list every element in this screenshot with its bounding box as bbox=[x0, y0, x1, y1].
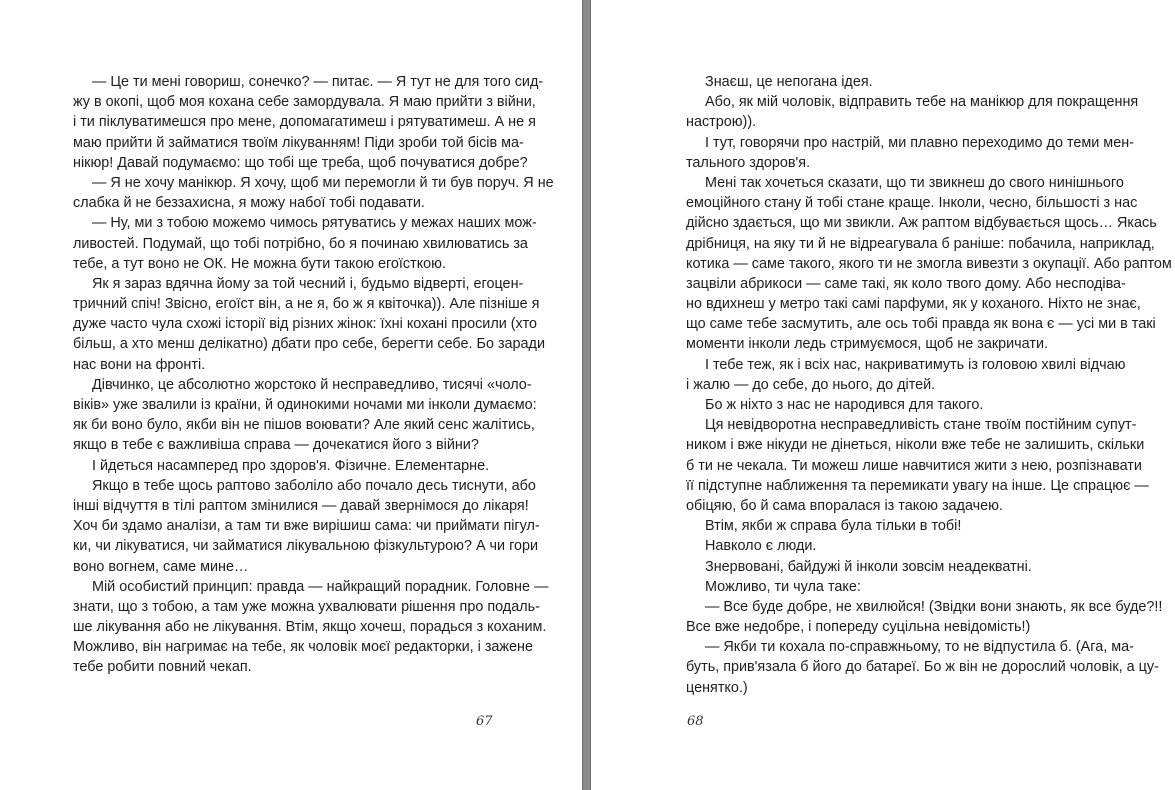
text-line: — Ну, ми з тобою можемо чимось рятуватись у межах наших мож- bbox=[92, 215, 537, 232]
text-line: інші відчуття в тілі раптом змінилися — давай звернімося до лікаря! bbox=[73, 497, 529, 514]
text-line: і ти піклуватимешся про мене, допомагатимеш і рятуватимеш. А не я bbox=[73, 114, 536, 131]
text-line: І тебе теж, як і всіх нас, накриватимуть із головою хвилі відчаю bbox=[705, 356, 1126, 373]
text-line: Все вже недобре, і попереду суцільна невідомість!) bbox=[686, 619, 1031, 636]
text-line: — Це ти мені говориш, сонечко? — питає. — Я тут не для того сид- bbox=[92, 74, 544, 90]
text-line: ливостей. Подумай, що тобі потрібно, бо я починаю хвилюватись за bbox=[73, 235, 528, 252]
text-line: ки, чи лікуватися, чи займатися лікувальною фізкультурою? А чи гори bbox=[73, 538, 539, 555]
text-line: котика — саме такого, якого ти не змогла вивезти з окупації. Або раптом bbox=[686, 255, 1172, 272]
text-line: Або, як мій чоловік, відправить тебе на манікюр для покращення bbox=[705, 94, 1139, 111]
left-page-text bbox=[73, 72, 554, 678]
text-line: настрою)). bbox=[686, 114, 757, 131]
text-line: тебе робити повний чекап. bbox=[73, 659, 252, 676]
text-line: дрібниця, на яку ти й не відреагувала б раніше: побачила, наприклад, bbox=[686, 235, 1155, 252]
text-line: дуже часто чула схожі історії від різних жінок: їхні кохані просили (хто bbox=[73, 316, 538, 333]
text-line: тебе, а тут воно не ОК. Не можна бути такою егоїсткою. bbox=[73, 255, 446, 272]
text-line: моменти інколи ледь стримуємося, щоб не закричати. bbox=[686, 336, 1048, 353]
text-line: дійсно здається, що ми звикли. Аж раптом відбувається щось… Якась bbox=[686, 215, 1157, 232]
text-line: Втім, якби ж справа була тільки в тобі! bbox=[705, 518, 962, 535]
text-line: — Все буде добре, не хвилюйся! (Звідки вони знають, як все буде?!! bbox=[705, 598, 1163, 615]
left-page bbox=[0, 0, 582, 790]
text-line: тричний спіч! Звісно, егоїст він, а не я, бо ж я квіточка)). Але пізніше я bbox=[73, 296, 540, 313]
text-line: ценятко.) bbox=[686, 679, 748, 696]
text-line: нікюр! Давай подумаємо: що тобі ще треба, щоб почуватися добре? bbox=[73, 154, 528, 171]
text-line: б ти не чекала. Ти можеш лише навчитися жити з нею, розпізнавати bbox=[686, 457, 1142, 474]
text-line: но вдихнеш у метро такі самі парфуми, як у коханого. Ніхто не знає, bbox=[686, 296, 1141, 313]
book-spine-gutter bbox=[582, 0, 591, 790]
text-line: Можливо, він нагримає на тебе, як чоловік моєї редакторки, і зажене bbox=[73, 639, 534, 656]
text-line: її підступне наближення та перемикати увагу на інше. Це спрацює — bbox=[686, 477, 1149, 494]
right-page-text bbox=[686, 72, 1172, 698]
text-line: жу в окопі, щоб моя кохана себе замордувала. Я маю прийти з війни, bbox=[73, 94, 536, 111]
page-number: 68 bbox=[687, 714, 704, 729]
text-line: ником і вже нікуди не дінеться, ніколи вже тебе не залишить, скільки bbox=[686, 437, 1145, 454]
text-line: знати, що з тобою, а там уже можна ухвалювати рішення про подаль- bbox=[73, 598, 540, 615]
text-line: емоційного стану й тобі стане краще. Інколи, чесно, більшості з нас bbox=[686, 195, 1138, 212]
text-line: Як я зараз вдячна йому за той чесний і, будьмо відверті, егоцен- bbox=[92, 275, 524, 292]
text-line: І йдеться насамперед про здоров'я. Фізичне. Елементарне. bbox=[92, 457, 490, 474]
right-page bbox=[591, 0, 1175, 790]
text-line: що саме тебе засмутить, але ось тобі правда як вона є — усі ми в такі bbox=[686, 316, 1156, 333]
text-line: більш, а хто менш делікатно) дбати про себе, берегти себе. Бо заради bbox=[73, 336, 545, 353]
text-line: слабка й не беззахисна, я можу набої тобі подавати. bbox=[73, 195, 425, 212]
text-line: нас вони на фронті. bbox=[73, 356, 206, 373]
text-line: Мені так хочеться сказати, що ти звикнеш до свого нинішнього bbox=[705, 174, 1124, 191]
text-line: Можливо, ти чула таке: bbox=[705, 578, 861, 595]
text-line: Якщо в тебе щось раптово заболіло або почало десь тиснути, або bbox=[92, 477, 536, 494]
text-line: ше лікування або не лікування. Втім, якщо хочеш, порадься з коханим. bbox=[73, 619, 547, 636]
text-line: Навколо є люди. bbox=[705, 538, 817, 555]
text-line: маю прийти й займатися твоїм лікуванням! Піди зроби той бісів ма- bbox=[73, 134, 524, 151]
text-line: як би воно було, якби він не пішов воювати? Але який сенс жалітись, bbox=[73, 417, 535, 434]
text-line: Дівчинко, це абсолютно жорстоко й несправедливо, тисячі «чоло- bbox=[92, 376, 532, 393]
text-line: Хоч би здамо аналізи, а там ти вже вирішиш сама: чи приймати пігул- bbox=[73, 518, 540, 535]
text-line: Мій особистий принцип: правда — найкращий порадник. Головне — bbox=[92, 578, 549, 595]
page-number: 67 bbox=[476, 714, 493, 729]
text-line: Знервовані, байдужі й інколи зовсім неадекватні. bbox=[705, 558, 1032, 575]
text-line: тального здоров'я. bbox=[686, 154, 811, 171]
text-line: Ця невідворотна несправедливість стане твоїм постійним супут- bbox=[705, 417, 1137, 434]
text-line: — Якби ти кохала по-справжньому, то не відпустила б. (Ага, ма- bbox=[705, 639, 1134, 656]
text-line: якщо в тебе є важливіша справа — дочекатися його з війни? bbox=[73, 437, 479, 454]
text-line: обіцяю, бо й сама впоралася із такою задачею. bbox=[686, 497, 1003, 514]
text-line: зацвіли абрикоси — саме такі, як коло твого дому. Або несподіва- bbox=[686, 275, 1126, 292]
text-line: І тут, говорячи про настрій, ми плавно переходимо до теми мен- bbox=[705, 134, 1134, 151]
text-line: Знаєш, це непогана ідея. bbox=[705, 74, 873, 90]
text-line: воно вогнем, саме мине… bbox=[73, 558, 249, 575]
text-line: віків» уже звалили із країни, й одинокими ночами ми інколи думаємо: bbox=[73, 397, 537, 413]
text-line: Бо ж ніхто з нас не народився для такого. bbox=[705, 397, 984, 413]
text-line: — Я не хочу манікюр. Я хочу, щоб ми перемогли й ти був поруч. Я не bbox=[92, 174, 554, 191]
text-line: буть, прив'язала б його до батареї. Бо ж він не дорослий чоловік, а цу- bbox=[686, 659, 1159, 676]
text-line: і жалю — до себе, до нього, до дітей. bbox=[686, 376, 936, 393]
